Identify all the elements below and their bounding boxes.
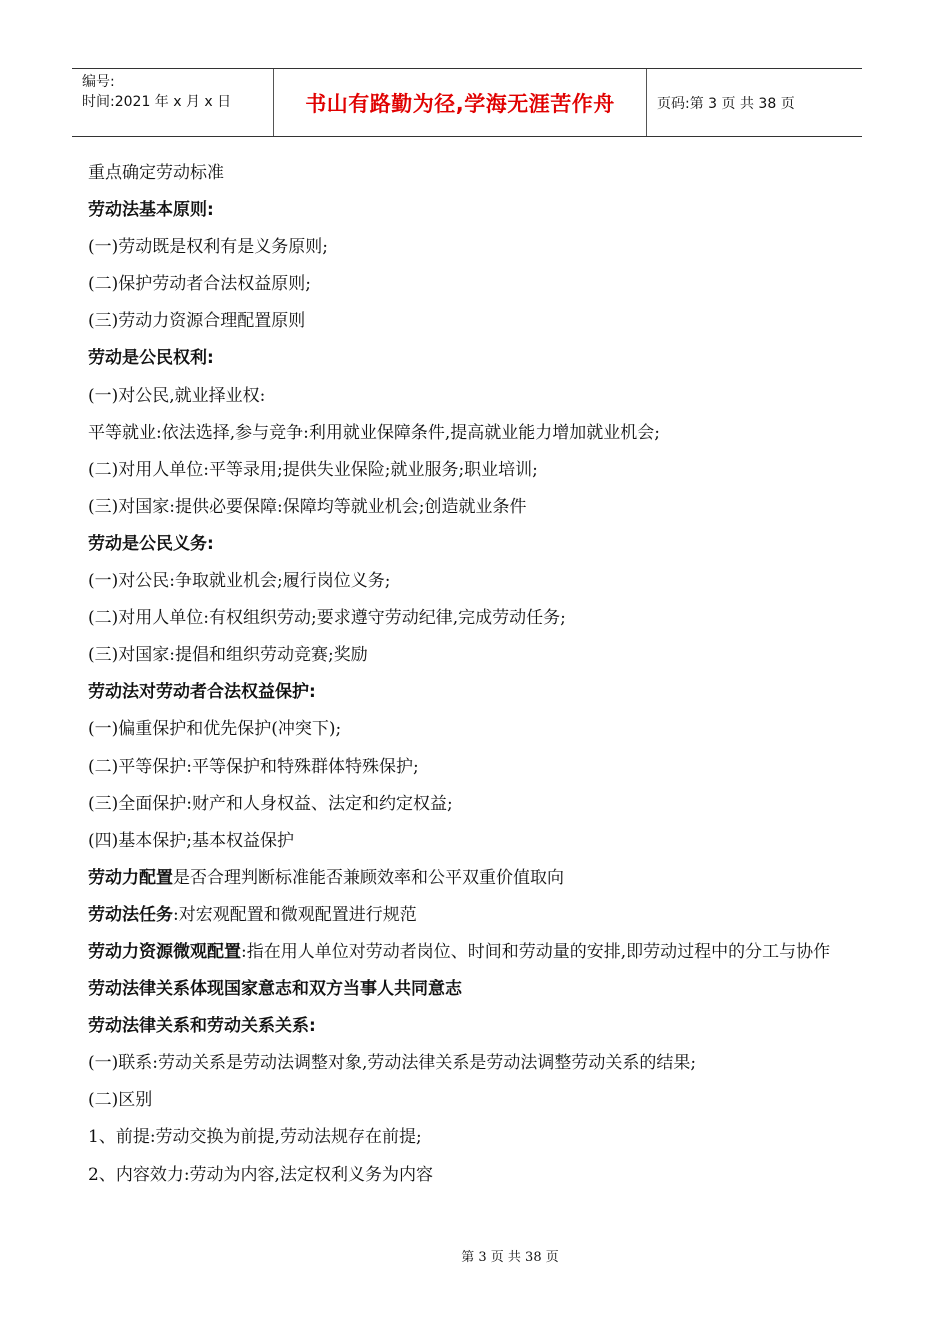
text-line [88,155,858,192]
line-text: 1、前提:劳动交换为前提,劳动法规存在前提; [88,1127,422,1148]
text-line [88,674,858,711]
text-line [88,303,858,340]
bold-heading: 劳动法对劳动者合法权益保护: [88,682,316,703]
text-line [88,749,858,786]
header-page-number: 页码:第 3 页 共 38 页 [657,95,795,112]
line-text: 平等就业:依法选择,参与竞争:利用就业保障条件,提高就业能力增加就业机会; [88,422,660,443]
line-text: (二)平等保护:平等保护和特殊群体特殊保护; [88,756,419,777]
line-text: (三)劳动力资源合理配置原则 [88,311,306,332]
text-line [88,1157,858,1194]
header-info-cell [72,69,274,136]
text-line [88,600,858,637]
bold-heading: 劳动力配置 [88,867,173,888]
text-line [88,192,858,229]
bold-heading: 劳动力资源微观配置 [88,941,241,962]
line-text: :对宏观配置和微观配置进行规范 [173,904,417,925]
text-line [88,1119,858,1156]
text-line [88,860,858,897]
text-line [88,897,858,934]
text-line [88,378,858,415]
line-text: (一)偏重保护和优先保护(冲突下); [88,719,342,740]
document-body [88,155,858,1194]
line-text: (二)对用人单位:平等录用;提供失业保险;就业服务;职业培训; [88,459,538,480]
line-text: 是否合理判断标准能否兼顾效率和公平双重价值取向 [173,867,564,888]
bold-heading: 劳动法基本原则: [88,200,214,221]
document-time-label: 时间:2021 年 x 月 x 日 [82,94,232,110]
text-line [88,340,858,377]
text-line [88,1082,858,1119]
text-line [88,489,858,526]
line-text: (二)保护劳动者合法权益原则; [88,274,311,295]
text-line [88,563,858,600]
text-line [88,415,858,452]
text-line [88,637,858,674]
text-line [88,229,858,266]
line-text: (三)对国家:提供必要保障:保障均等就业机会;创造就业条件 [88,496,527,517]
page-footer: 第 3 页 共 38 页 [461,1250,559,1265]
document-number-label: 编号: [82,74,115,90]
page-header [72,68,862,137]
text-line [88,266,858,303]
line-text: 重点确定劳动标准 [88,163,224,183]
line-text: (三)全面保护:财产和人身权益、法定和约定权益; [88,793,453,814]
text-line [88,711,858,748]
text-line [88,934,858,971]
text-line [88,452,858,489]
text-line [88,1008,858,1045]
bold-heading: 劳动法任务 [88,904,173,925]
text-line [88,786,858,823]
line-text: (一)对公民,就业择业权: [88,385,266,406]
line-text: (二)对用人单位:有权组织劳动;要求遵守劳动纪律,完成劳动任务; [88,608,566,629]
line-text: (一)对公民:争取就业机会;履行岗位义务; [88,571,391,592]
text-line [88,823,858,860]
line-text: (一)劳动既是权利有是义务原则; [88,237,328,258]
bold-heading: 劳动法律关系体现国家意志和双方当事人共同意志 [88,979,462,1000]
line-text: (三)对国家:提倡和组织劳动竞赛;奖励 [88,645,368,666]
line-text: (二)区别 [88,1090,153,1111]
bold-heading: 劳动法律关系和劳动关系关系: [88,1016,316,1037]
line-text: (四)基本保护;基本权益保护 [88,830,294,851]
text-line [88,1045,858,1082]
text-line [88,971,858,1008]
line-text: :指在用人单位对劳动者岗位、时间和劳动量的安排,即劳动过程中的分工与协作 [241,941,831,962]
header-motto: 书山有路勤为径,学海无涯苦作舟 [274,69,647,136]
line-text: (一)联系:劳动关系是劳动法调整对象,劳动法律关系是劳动法调整劳动关系的结果; [88,1053,697,1074]
bold-heading: 劳动是公民义务: [88,533,214,554]
text-line [88,526,858,563]
bold-heading: 劳动是公民权利: [88,348,214,369]
line-text: 2、内容效力:劳动为内容,法定权利义务为内容 [88,1164,433,1185]
